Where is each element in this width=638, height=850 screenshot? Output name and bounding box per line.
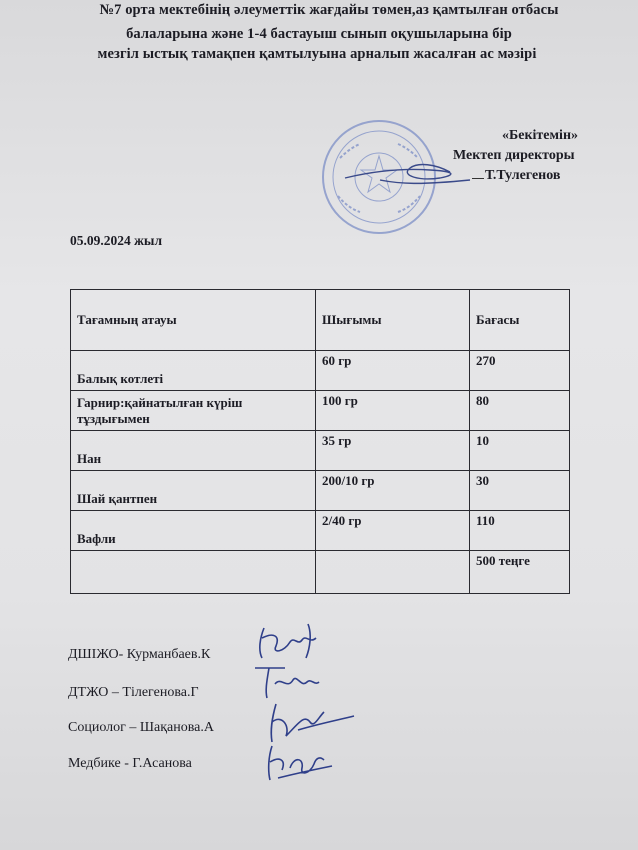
menu-table [70, 289, 570, 594]
table-row [71, 511, 570, 551]
menu-date: 05.09.2024 жыл [70, 233, 163, 248]
dish-yield: 100 гр [316, 391, 470, 431]
header-yield: Шығымы [316, 290, 470, 351]
dish-yield: 2/40 гр [316, 511, 470, 551]
signatory-3: Социолог – Шақанова.А [68, 720, 214, 735]
director-name: Т.Тулегенов [485, 168, 561, 183]
dish-price: 10 [470, 431, 570, 471]
dish-name: Гарнир:қайнатылған күріш тұздығымен [71, 391, 316, 431]
table-row [71, 391, 570, 431]
dish-price: 30 [470, 471, 570, 511]
table-header-row [71, 290, 570, 351]
header-dish-name: Тағамның атауы [71, 290, 316, 351]
signature-1 [250, 618, 330, 666]
menu-title-line-3: мезгіл ыстық тамақпен қамтылуына арналып жасалған ас мәзірі [97, 46, 537, 62]
signatory-2: ДТЖО – Тілегенова.Г [68, 685, 199, 700]
dish-price: 270 [470, 351, 570, 391]
total-empty-cell [71, 551, 316, 594]
director-position: Мектеп директоры [453, 148, 575, 163]
dish-price: 80 [470, 391, 570, 431]
total-empty-cell [316, 551, 470, 594]
total-price: 500 теңге [470, 551, 570, 594]
table-row [71, 431, 570, 471]
table-row [71, 471, 570, 511]
dish-name: Нан [71, 431, 316, 471]
header-price: Бағасы [470, 290, 570, 351]
menu-title-line-2: балаларына және 1-4 бастауыш сынып оқушыларына бір [126, 26, 512, 42]
menu-title-line-1: №7 орта мектебінің әлеуметтік жағдайы төмен,аз қамтылған отбасы [99, 2, 559, 18]
signatory-1: ДШІЖО- Курманбаев.К [68, 647, 211, 662]
signature-2 [245, 660, 325, 704]
dish-yield: 60 гр [316, 351, 470, 391]
approval-label: «Бекітемін» [502, 128, 579, 143]
signatory-4: Медбике - Г.Асанова [68, 756, 192, 771]
table-total-row [71, 551, 570, 594]
dish-name: Шай қантпен [71, 471, 316, 511]
table-row [71, 351, 570, 391]
dish-price: 110 [470, 511, 570, 551]
dish-yield: 35 гр [316, 431, 470, 471]
dish-yield: 200/10 гр [316, 471, 470, 511]
dish-name: Вафли [71, 511, 316, 551]
signature-underline [472, 178, 484, 179]
dish-name: Балық котлеті [71, 351, 316, 391]
signature-4 [258, 738, 338, 784]
director-name-line [472, 168, 560, 184]
